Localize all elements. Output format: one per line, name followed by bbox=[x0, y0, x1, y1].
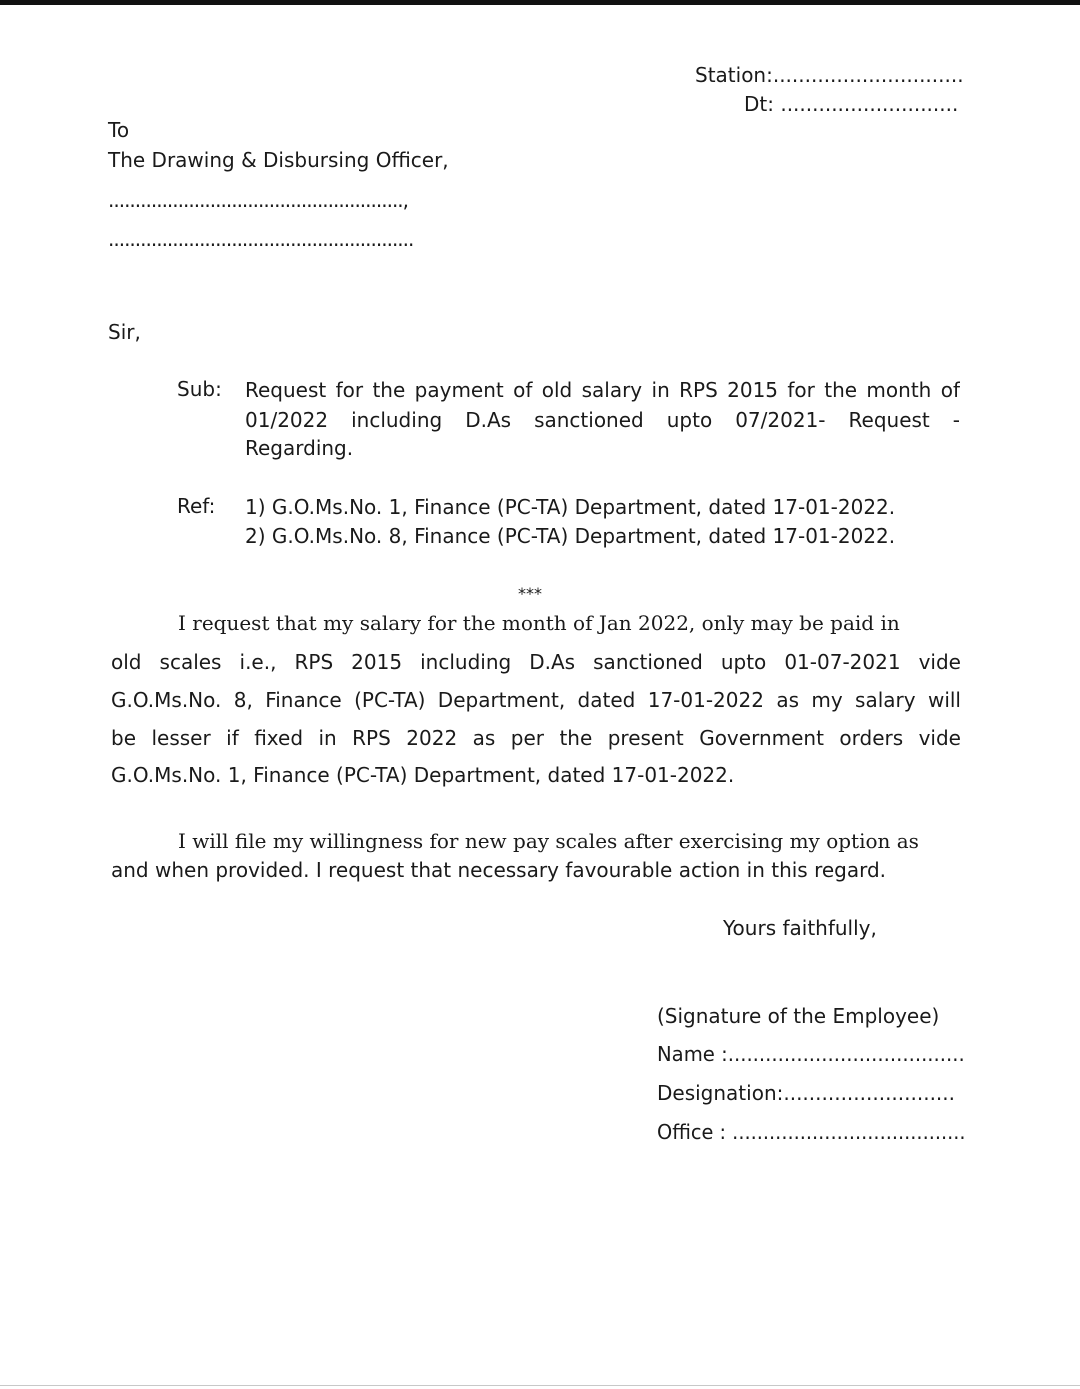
date-field: Dt: ............................ bbox=[744, 92, 959, 116]
paragraph1-line-5: G.O.Ms.No. 1, Finance (PC-TA) Department, dated 17-01-2022. bbox=[111, 763, 735, 787]
paragraph1-line-4: be lesser if fixed in RPS 2022 as per the present Government orders vide bbox=[111, 726, 961, 750]
reference-item-1: 1) G.O.Ms.No. 1, Finance (PC-TA) Department, dated 17-01-2022. bbox=[245, 495, 896, 519]
employee-office-field: Office : ...................................... bbox=[657, 1120, 966, 1144]
paragraph2-line-2: and when provided. I request that necessary favourable action in this regard. bbox=[111, 858, 887, 882]
paragraph1-line-3: G.O.Ms.No. 8, Finance (PC-TA) Department, dated 17-01-2022 as my salary will bbox=[111, 688, 961, 712]
subject-line-2: 01/2022 including D.As sanctioned upto 07/2021- Request - bbox=[245, 408, 960, 432]
addressee-officer: The Drawing & Disbursing Officer, bbox=[108, 148, 449, 172]
address-line-1: ......................................................., bbox=[108, 188, 409, 212]
subject-label: Sub: bbox=[177, 377, 222, 401]
reference-label: Ref: bbox=[177, 494, 216, 518]
to-label: To bbox=[108, 118, 130, 142]
top-border bbox=[0, 0, 1080, 5]
signature-label: (Signature of the Employee) bbox=[657, 1004, 940, 1028]
employee-designation-field: Designation:........................... bbox=[657, 1081, 956, 1105]
station-field: Station:.............................. bbox=[695, 63, 964, 87]
paragraph1-line-2: old scales i.e., RPS 2015 including D.As sanctioned upto 01-07-2021 vide bbox=[111, 650, 961, 674]
valediction: Yours faithfully, bbox=[723, 916, 877, 940]
paragraph1-line-1: I request that my salary for the month of Jan 2022, only may be paid in bbox=[178, 611, 900, 635]
bottom-border bbox=[0, 1385, 1080, 1386]
address-line-2: ......................................................... bbox=[108, 227, 414, 251]
employee-name-field: Name :...................................... bbox=[657, 1042, 965, 1066]
subject-line-1: Request for the payment of old salary in RPS 2015 for the month of bbox=[245, 378, 960, 402]
salutation: Sir, bbox=[108, 320, 141, 344]
subject-line-3: Regarding. bbox=[245, 436, 354, 460]
paragraph2-line-1: I will file my willingness for new pay scales after exercising my option as bbox=[178, 829, 919, 853]
reference-item-2: 2) G.O.Ms.No. 8, Finance (PC-TA) Department, dated 17-01-2022. bbox=[245, 524, 896, 548]
separator-asterisks: *** bbox=[518, 584, 542, 603]
